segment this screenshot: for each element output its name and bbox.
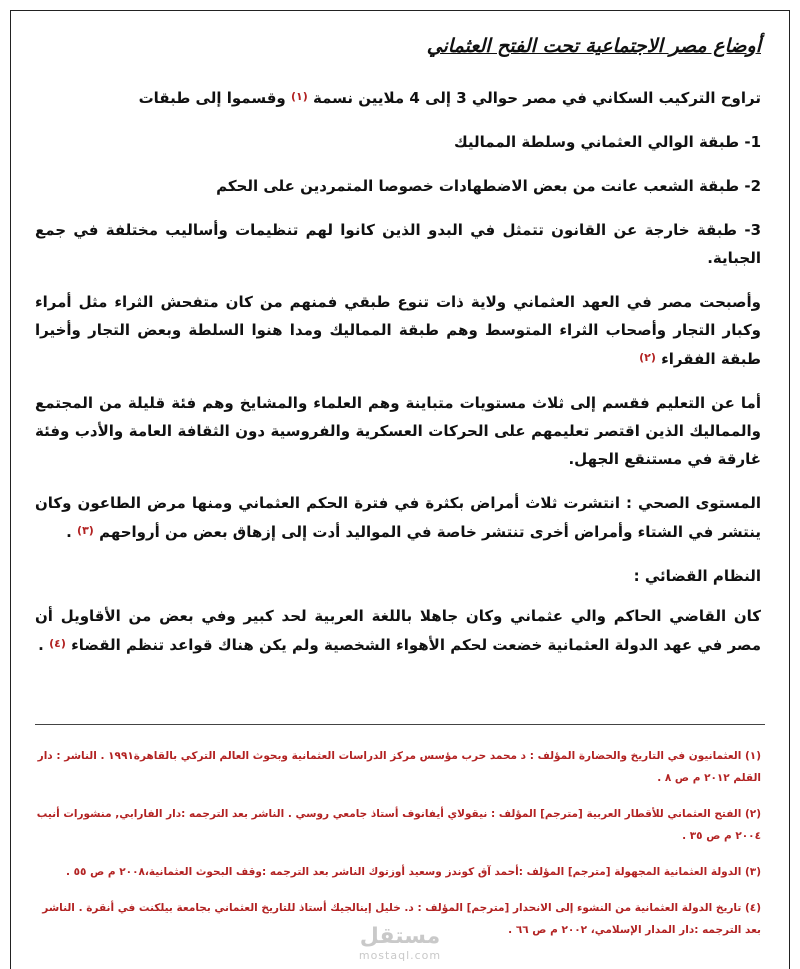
paragraph-class-2: 2- طبقة الشعب عانت من بعض الاضطهادات خصوصا المتمردين على الحكم xyxy=(216,177,761,195)
document-body xyxy=(35,83,761,675)
watermark xyxy=(11,925,789,962)
footnote-divider xyxy=(35,724,765,725)
footnote-4: (٤) تاريخ الدولة العثمانية من النشوء إلى الانحدار [مترجم] المؤلف : د. خليل إينالجيك أستاذ للتاريخ العثماني بجامعة بيلكنت في أنقرة . الناشر بعد الترجمه :دار المدار الإسلامي، ٢٠٠٢ م ص ٦٦ . xyxy=(42,902,761,936)
paragraph-population: تراوح التركيب السكاني في مصر حوالي 3 إلى 4 ملايين نسمة $^{(١)}$ وقسموا إلى طبقات xyxy=(138,89,761,107)
footnote-ref-1: (١) xyxy=(290,90,308,103)
document-page xyxy=(10,10,790,969)
paragraph-social-classes: وأصبحت مصر في العهد العثماني ولاية ذات تنوع طبقي فمنهم من كان متفحش الثراء مثل أمراء وكبار التجار وأصحاب الثراء المتوسط وهم طبقة المماليك ومدا هنوا السلطة وبعض التجار وأخيرا طبقة الفقراء $^{(٢)}$ xyxy=(35,293,761,368)
footnote-3: (٣) الدولة العثمانية المجهولة [مترجم] المؤلف :أحمد آق كوندز وسعيد أوزتوك الناشر بعد الترجمه :وقف البحوث العثمانية،٢٠٠٨ م ص ٥٥ . xyxy=(65,866,761,878)
footnote-ref-3: (٣) xyxy=(77,524,94,537)
section-heading-judiciary: النظام القضائي : xyxy=(633,567,761,585)
paragraph-judiciary: كان القاضي الحاكم والي عثماني وكان جاهلا باللغة العربية لحد كبير وفي بعض من الأقاويل أن مصر في عهد الدولة العثمانية خضعت لحكم الأهواء الشخصية ولم يكن هناك قواعد تنظم القضاء $^{(٤)}$ . xyxy=(35,607,761,654)
page-title: أوضاع مصر الاجتماعية تحت الفتح العثماني xyxy=(426,35,761,57)
paragraph-health: المستوى الصحي : انتشرت ثلاث أمراض بكثرة في فترة الحكم العثماني ومنها مرض الطاعون وكان ينتشر في الشتاء وأمراض أخرى تنتشر خاصة في المواليد أدت إلى إزهاق بعض من أرواحهم $^{(٣)}$ . xyxy=(35,494,761,541)
watermark-arabic: مستقل xyxy=(359,924,441,949)
footnote-2: (٢) الفتح العثماني للأقطار العربية [مترجم] المؤلف : نيقولاي أيفانوف أستاذ جامعي روسي . الناشر بعد الترجمه :دار الفارابي, منشورات أنيب ٢٠٠٤ م ص ٣٥ . xyxy=(36,808,761,842)
footnote-ref-4: (٤) xyxy=(49,637,66,650)
watermark-latin: mostaql.com xyxy=(358,949,442,962)
paragraph-class-3: 3- طبقة خارجة عن القانون تتمثل في البدو الذين كانوا لهم تنظيمات وأساليب مختلفة في جمع الجباية. xyxy=(35,221,761,267)
paragraph-education: أما عن التعليم فقسم إلى ثلاث مستويات متباينة وهم العلماء والمشايخ وهم فئة قليلة من المجتمع والمماليك الذين اقتصر تعليمهم على الحركات العسكرية والفروسية دون الثقافة العامة والأدب وفئة غارقة في مستنقع الجهل. xyxy=(35,394,761,468)
paragraph-class-1: 1- طبقة الوالي العثماني وسلطة المماليك xyxy=(453,133,761,151)
footnote-1: (١) العثمانيون في التاريخ والحضارة المؤلف : د محمد حرب مؤسس مركز الدراسات العثمانية وبحوث العالم التركي بالقاهرة١٩٩١ . الناشر : دار القلم ٢٠١٢ م ص ٨ . xyxy=(37,750,761,784)
footnote-ref-2: (٢) xyxy=(639,351,656,364)
